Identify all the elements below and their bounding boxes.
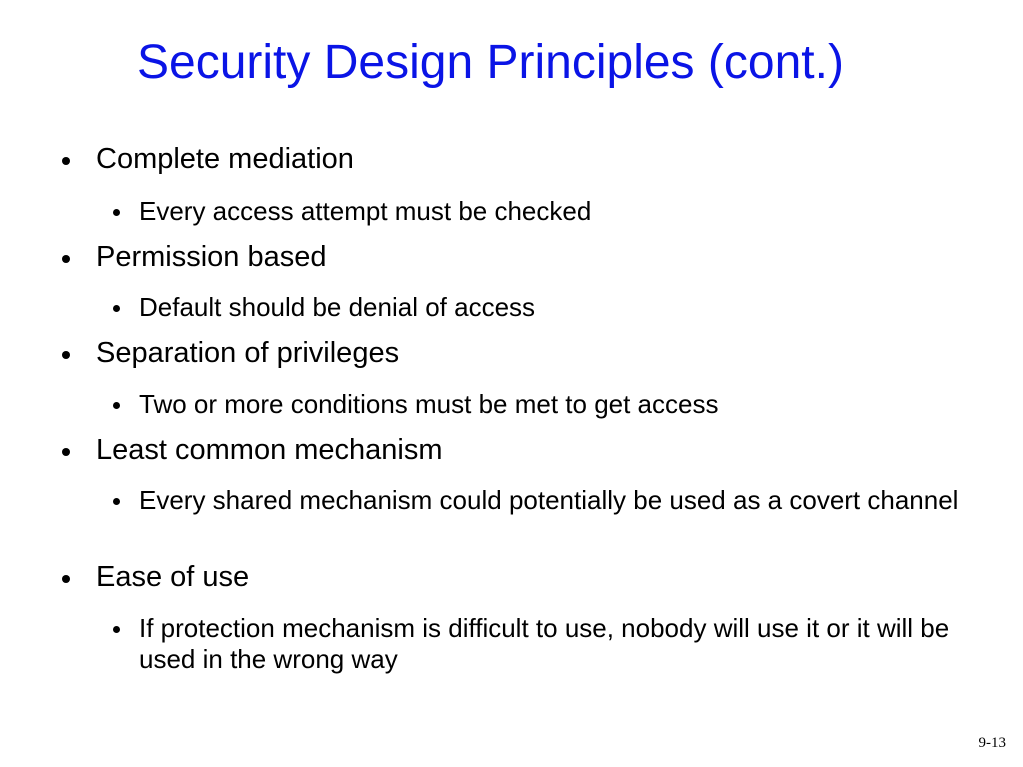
sub-bullet bbox=[139, 389, 989, 420]
bullet-text: Least common mechanism bbox=[96, 434, 443, 466]
bullet-dot-icon bbox=[113, 498, 120, 505]
sub-bullet bbox=[139, 196, 989, 227]
bullet-text: Ease of use bbox=[96, 561, 250, 593]
bullet-text: Permission based bbox=[96, 241, 327, 273]
bullet-dot-icon bbox=[62, 255, 70, 263]
sub-bullet-text: Every access attempt must be checked bbox=[139, 196, 592, 226]
bullet-dot-icon bbox=[113, 305, 120, 312]
bullet-dot-icon bbox=[113, 402, 120, 409]
sub-bullet-text: Two or more conditions must be met to get access bbox=[139, 389, 719, 419]
bullet-separation-of-privileges bbox=[96, 336, 399, 370]
bullet-dot-icon bbox=[62, 157, 70, 165]
bullet-ease-of-use bbox=[96, 560, 249, 594]
sub-bullet-text: Every shared mechanism could potentially be used as a covert channel bbox=[139, 485, 959, 515]
sub-bullet bbox=[139, 613, 989, 675]
bullet-complete-mediation bbox=[96, 142, 354, 176]
bullet-permission-based bbox=[96, 240, 327, 274]
sub-bullet-text: If protection mechanism is difficult to use, nobody will use it or it will be used in the wrong way bbox=[139, 613, 950, 674]
sub-bullet-text: Default should be denial of access bbox=[139, 292, 536, 322]
bullet-dot-icon bbox=[62, 575, 70, 583]
bullet-text: Complete mediation bbox=[96, 143, 354, 175]
bullet-dot-icon bbox=[62, 351, 70, 359]
bullet-text: Separation of privileges bbox=[96, 337, 400, 369]
sub-bullet bbox=[139, 485, 989, 516]
bullet-dot-icon bbox=[113, 626, 120, 633]
bullet-least-common-mechanism bbox=[96, 433, 443, 467]
slide-title: Security Design Principles (cont.) bbox=[137, 36, 844, 89]
bullet-dot-icon bbox=[113, 209, 120, 216]
sub-bullet bbox=[139, 292, 989, 323]
bullet-dot-icon bbox=[62, 448, 70, 456]
page-number: 9-13 bbox=[978, 735, 1006, 751]
